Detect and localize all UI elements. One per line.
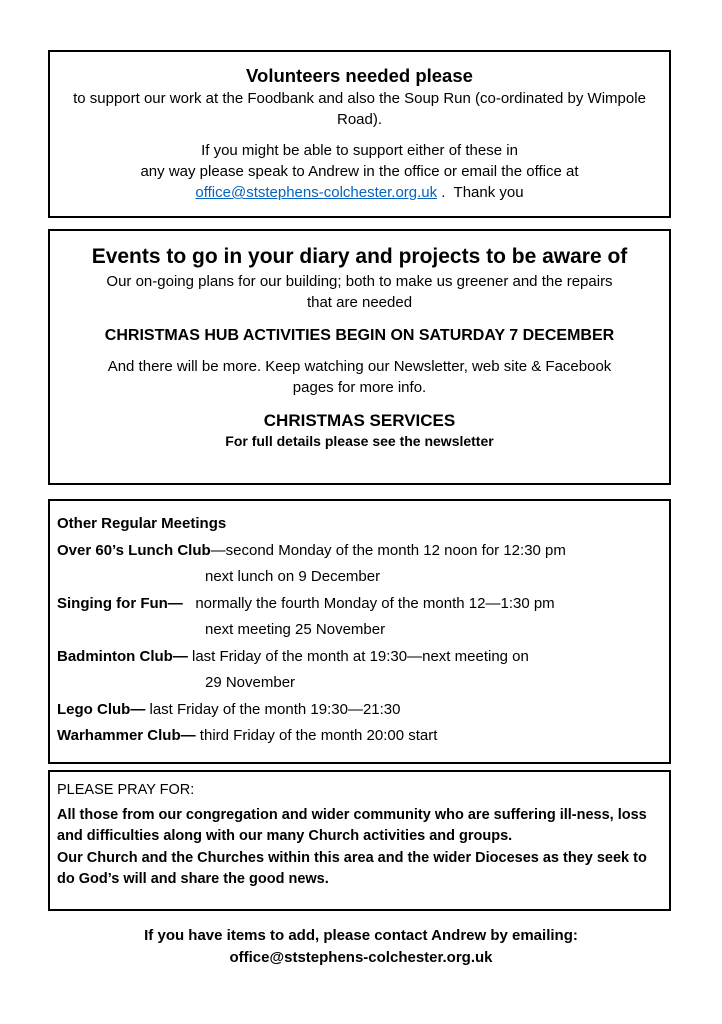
meeting-detail: normally the fourth Monday of the month 12—1:30 pm <box>182 594 555 612</box>
volunteers-text: to support our work at the Foodbank and also the Soup Run (co-ordinated by Wimpole Road). <box>73 90 646 128</box>
meeting-name: Over 60’s Lunch Club <box>57 541 211 559</box>
prayer-text-2: Our Church and the Churches within this area and the wider Dioceses as they seek to do God’s will and share the good news. <box>57 849 647 887</box>
volunteers-text-2: If you might be able to support either of these in <box>201 142 518 159</box>
meeting-extra: next meeting 25 November <box>205 621 386 638</box>
meeting-item <box>57 697 669 724</box>
meeting-name: Singing for Fun— <box>57 594 183 612</box>
meeting-name: Warhammer Club— <box>57 727 196 744</box>
prayer-box <box>48 770 671 911</box>
prayer-title: PLEASE PRAY FOR: <box>57 782 195 798</box>
services-note: For full details please see the newsletter <box>225 433 494 449</box>
events-box <box>48 229 671 485</box>
meeting-detail: last Friday of the month 19:30—21:30 <box>145 700 401 718</box>
prayer-text: All those from our congregation and wider community who are suffering ill-ness, loss and difficulties along with our many Church activities and groups. <box>57 806 647 844</box>
services-title: CHRISTMAS SERVICES <box>263 411 456 430</box>
volunteers-text-3: any way please speak to Andrew in the office or email the office at <box>140 163 579 180</box>
meetings-box <box>48 499 671 764</box>
meeting-item <box>57 644 669 671</box>
footer-text: If you have items to add, please contact Andrew by emailing: <box>144 927 578 944</box>
events-more: And there will be more. Keep watching our Newsletter, web site & Facebook pages for more info. <box>107 358 612 396</box>
events-text: Our on-going plans for our building; both to make us greener and the repairs that are needed <box>106 273 613 311</box>
footer <box>0 925 722 969</box>
meeting-extra: 29 November <box>205 674 296 691</box>
meeting-detail: —second Monday of the month 12 noon for 12:30 pm <box>210 541 566 559</box>
email-link[interactable]: office@ststephens-colchester.org.uk <box>195 184 438 201</box>
meeting-detail: last Friday of the month at 19:30—next meeting on <box>187 647 529 665</box>
meeting-item <box>57 723 669 750</box>
volunteers-box <box>48 50 671 218</box>
volunteers-title: Volunteers needed please <box>246 65 473 86</box>
meeting-name: Lego Club— <box>57 700 146 718</box>
events-title: Events to go in your diary and projects to be aware of <box>91 245 628 268</box>
hub-announcement: CHRISTMAS HUB ACTIVITIES BEGIN ON SATURDAY 7 DECEMBER <box>104 327 615 344</box>
footer-email: office@ststephens-colchester.org.uk <box>229 949 493 966</box>
meeting-item <box>57 538 669 565</box>
meeting-detail: third Friday of the month 20:00 start <box>195 727 438 744</box>
meeting-item <box>57 591 669 618</box>
thanks-text: . Thank you <box>437 184 524 201</box>
meeting-extra: next lunch on 9 December <box>205 568 381 585</box>
volunteers-contact <box>50 182 669 203</box>
meetings-title: Other Regular Meetings <box>57 515 227 532</box>
meeting-name: Badminton Club— <box>57 647 188 665</box>
